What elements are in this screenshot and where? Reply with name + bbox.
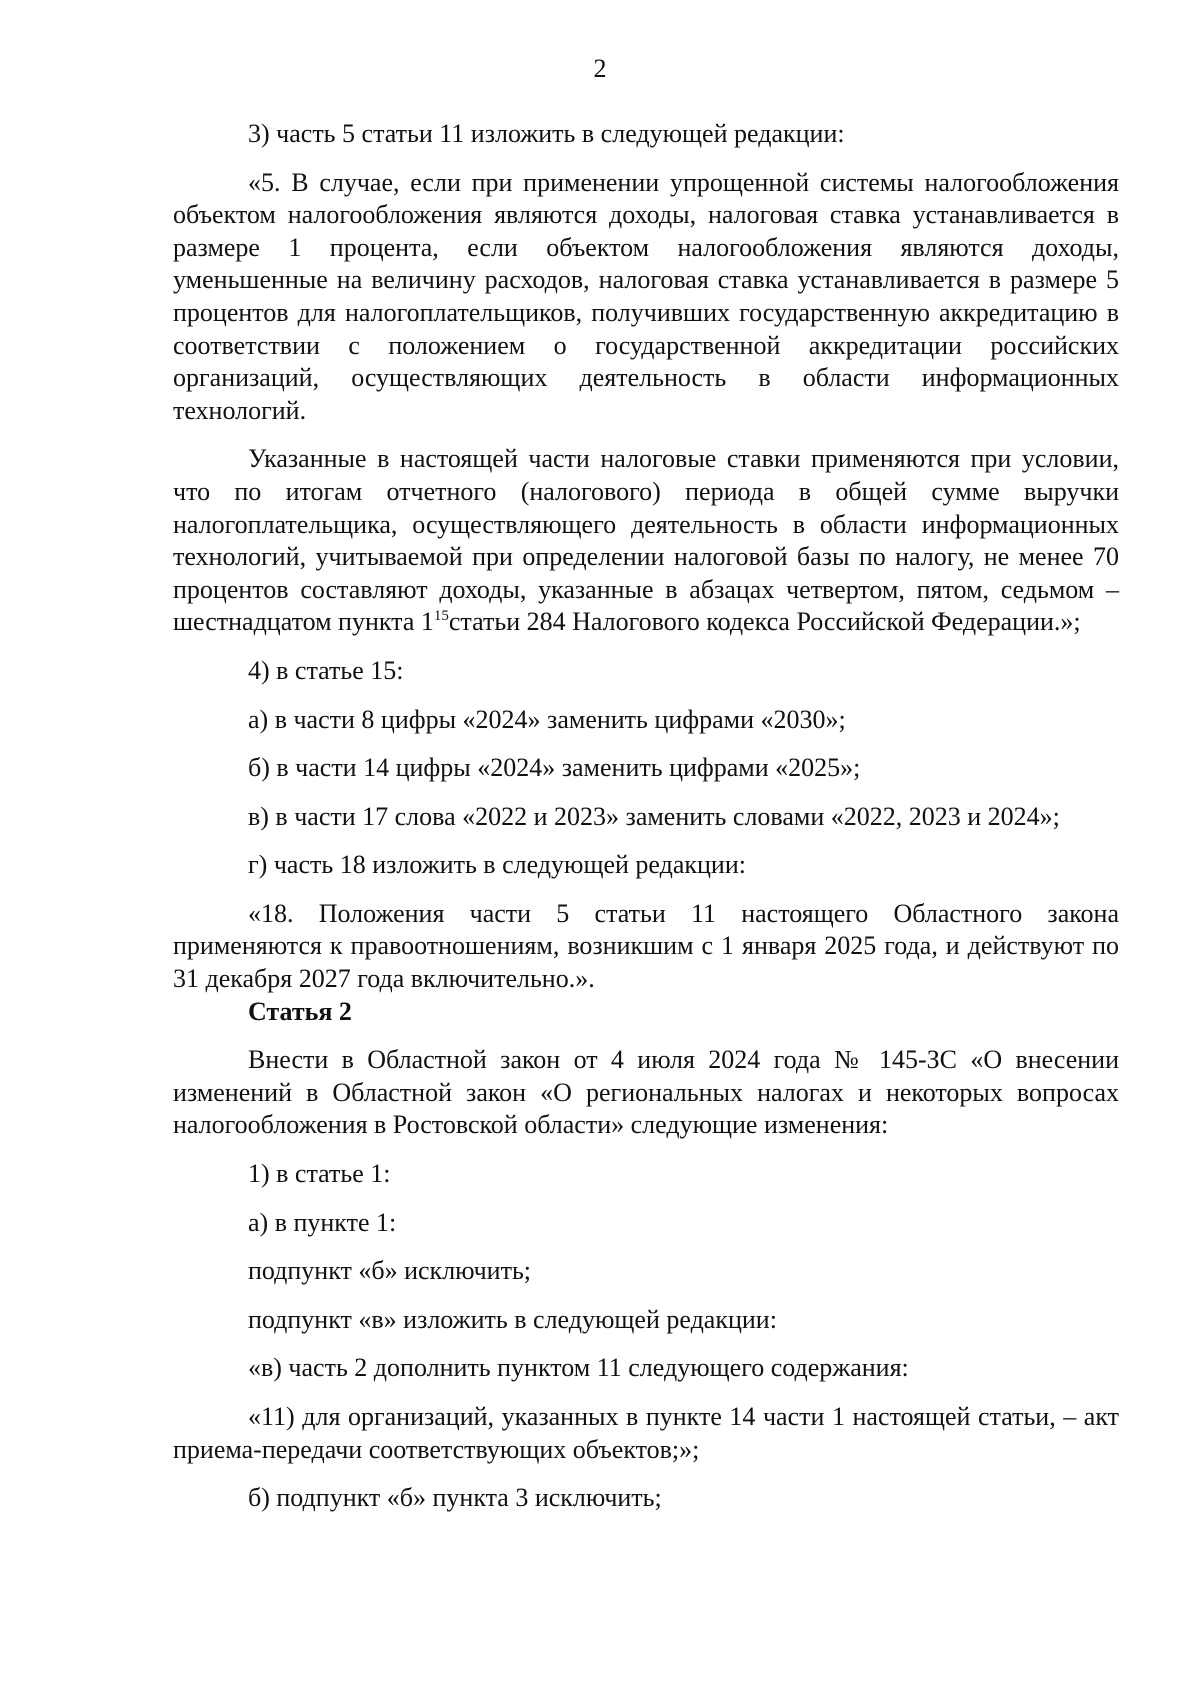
paragraph [173,443,1119,639]
paragraph: «в) часть 2 дополнить пунктом 11 следующего содержания: [248,1353,909,1383]
page-number: 2 [593,54,607,83]
paragraph: а) в пункте 1: [248,1207,397,1237]
paragraph: 1) в статье 1: [248,1159,391,1189]
paragraph: б) в части 14 цифры «2024» заменить цифрами «2025»; [248,753,861,783]
paragraph: «11) для организаций, указанных в пункте 14 части 1 настоящей статьи, – акт приема-передачи соответствующих объектов;»; [173,1402,1119,1464]
paragraph: г) часть 18 изложить в следующей редакции: [248,850,746,880]
paragraph: 3) часть 5 статьи 11 изложить в следующей редакции: [248,119,845,148]
paragraph-text: статьи 284 Налогового кодекса Российской Федерации.»; [448,607,1081,637]
article-heading: Статья 2 [248,996,352,1026]
paragraph-text: Указанные в настоящей части налоговые ставки применяются при условии, что по итогам отчетного (налогового) периода в общей сумме выручки налогоплательщика, осуществляющего деятельность в области информационных технологий, учитываемой при определении налоговой базы по налогу, не менее 70 процентов составляют доходы, указанные в абзацах четвертом, пятом, седьмом – шестнадцатом пункта 1 [173,444,1119,637]
paragraph: Внести в Областной закон от 4 июля 2024 года № 145-ЗС «О внесении изменений в Областной закон «О региональных налогах и некоторых вопросах налогообложения в Ростовской области» следующие изменения: [173,1045,1119,1140]
paragraph: «5. В случае, если при применении упрощенной системы налогообложения объектом налогообложения являются доходы, налоговая ставка устанавливается в размере 1 процента, если объектом налогообложения являются доходы, уменьшенные на величину расходов, налоговая ставка устанавливается в размере 5 процентов для налогоплательщиков, получивших государственную аккредитацию в соответствии с положением о государственной аккредитации российских организаций, осуществляющих деятельность в области информационных технологий. [173,167,1119,425]
document-body [173,118,1119,1515]
paragraph: подпункт «в» изложить в следующей редакции: [248,1304,777,1334]
superscript: 15 [433,608,449,625]
paragraph: подпункт «б» исключить; [248,1256,532,1286]
paragraph: а) в части 8 цифры «2024» заменить цифрами «2030»; [248,704,846,734]
paragraph: «18. Положения части 5 статьи 11 настоящего Областного закона применяются к правоотношениям, возникшим с 1 января 2025 года, и действуют по 31 декабря 2027 года включительно.». [173,898,1119,994]
paragraph: в) в части 17 слова «2022 и 2023» заменить словами «2022, 2023 и 2024»; [248,801,1060,831]
paragraph: 4) в статье 15: [248,655,404,685]
paragraph: б) подпункт «б» пункта 3 исключить; [248,1483,662,1513]
